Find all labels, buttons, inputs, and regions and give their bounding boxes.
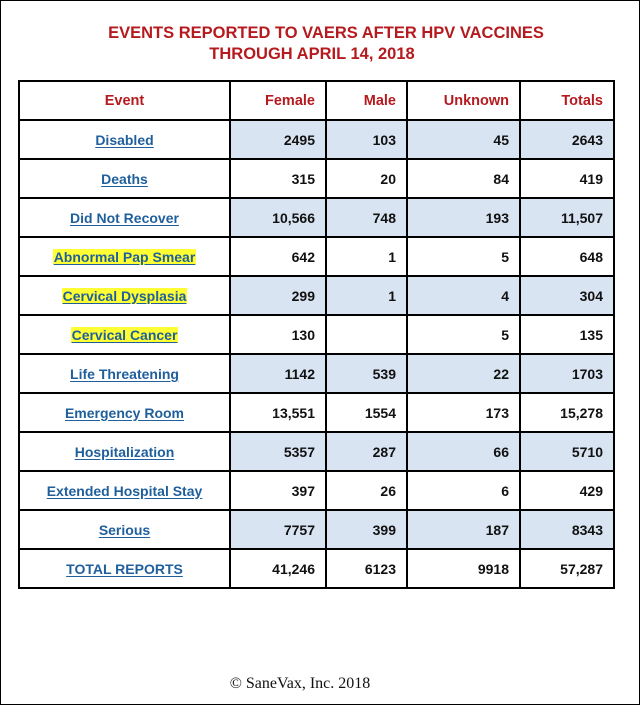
- male-count-cell: 399: [326, 510, 407, 549]
- header-unknown: Unknown: [407, 81, 520, 120]
- totals-count-cell: 304: [520, 276, 614, 315]
- male-count-cell: 6123: [326, 549, 407, 588]
- totals-count-cell: 135: [520, 315, 614, 354]
- totals-count-cell: 2643: [520, 120, 614, 159]
- unknown-count-cell: 45: [407, 120, 520, 159]
- female-count-cell: 315: [230, 159, 326, 198]
- table-row: [19, 159, 614, 198]
- female-count-cell: 1142: [230, 354, 326, 393]
- male-count-cell: 287: [326, 432, 407, 471]
- male-count-cell: 20: [326, 159, 407, 198]
- event-link[interactable]: TOTAL REPORTS: [66, 560, 183, 577]
- event-link[interactable]: Life Threatening: [70, 365, 179, 382]
- event-cell: [19, 432, 230, 471]
- table-row: [19, 432, 614, 471]
- unknown-count-cell: 66: [407, 432, 520, 471]
- unknown-count-cell: 6: [407, 471, 520, 510]
- female-count-cell: 299: [230, 276, 326, 315]
- event-link[interactable]: Did Not Recover: [70, 209, 179, 226]
- male-count-cell: 748: [326, 198, 407, 237]
- unknown-count-cell: 187: [407, 510, 520, 549]
- totals-count-cell: 419: [520, 159, 614, 198]
- unknown-count-cell: 4: [407, 276, 520, 315]
- male-count-cell: 26: [326, 471, 407, 510]
- event-cell: [19, 159, 230, 198]
- header-totals: Totals: [520, 81, 614, 120]
- event-link[interactable]: Hospitalization: [74, 443, 175, 460]
- female-count-cell: 130: [230, 315, 326, 354]
- event-link[interactable]: Extended Hospital Stay: [46, 482, 203, 499]
- table-row: [19, 237, 614, 276]
- table-row: [19, 276, 614, 315]
- unknown-count-cell: 5: [407, 315, 520, 354]
- event-cell: [19, 276, 230, 315]
- totals-count-cell: 11,507: [520, 198, 614, 237]
- event-link[interactable]: Abnormal Pap Smear: [53, 248, 196, 265]
- event-link[interactable]: Disabled: [95, 131, 154, 148]
- unknown-count-cell: 22: [407, 354, 520, 393]
- female-count-cell: 642: [230, 237, 326, 276]
- totals-count-cell: 57,287: [520, 549, 614, 588]
- male-count-cell: 1: [326, 276, 407, 315]
- female-count-cell: 397: [230, 471, 326, 510]
- event-cell: [19, 471, 230, 510]
- totals-count-cell: 5710: [520, 432, 614, 471]
- totals-count-cell: 429: [520, 471, 614, 510]
- table-row: [19, 510, 614, 549]
- event-cell: [19, 237, 230, 276]
- female-count-cell: 7757: [230, 510, 326, 549]
- male-count-cell: 1: [326, 237, 407, 276]
- table-row: [19, 120, 614, 159]
- event-cell: [19, 510, 230, 549]
- title-line-1: EVENTS REPORTED TO VAERS AFTER HPV VACCINES: [108, 24, 544, 42]
- table-header-row: [19, 81, 614, 120]
- table-row: [19, 393, 614, 432]
- event-link[interactable]: Serious: [98, 521, 151, 538]
- title-line-2: THROUGH APRIL 14, 2018: [209, 45, 415, 63]
- event-link[interactable]: Cervical Dysplasia: [62, 287, 187, 304]
- header-male: Male: [326, 81, 407, 120]
- unknown-count-cell: 5: [407, 237, 520, 276]
- totals-count-cell: 648: [520, 237, 614, 276]
- event-cell: [19, 198, 230, 237]
- female-count-cell: 10,566: [230, 198, 326, 237]
- female-count-cell: 5357: [230, 432, 326, 471]
- unknown-count-cell: 84: [407, 159, 520, 198]
- event-link[interactable]: Emergency Room: [64, 404, 185, 421]
- event-cell: [19, 393, 230, 432]
- female-count-cell: 13,551: [230, 393, 326, 432]
- unknown-count-cell: 193: [407, 198, 520, 237]
- event-link[interactable]: Cervical Cancer: [71, 326, 178, 343]
- vaers-events-table: [18, 80, 615, 589]
- header-female: Female: [230, 81, 326, 120]
- header-event: Event: [19, 81, 230, 120]
- event-link[interactable]: Deaths: [101, 170, 148, 187]
- copyright-footer: © SaneVax, Inc. 2018: [229, 675, 371, 692]
- table-row: [19, 471, 614, 510]
- male-count-cell: 539: [326, 354, 407, 393]
- unknown-count-cell: 173: [407, 393, 520, 432]
- table-row: [19, 198, 614, 237]
- totals-count-cell: 1703: [520, 354, 614, 393]
- table-row: [19, 315, 614, 354]
- table-row: [19, 354, 614, 393]
- event-cell: [19, 549, 230, 588]
- female-count-cell: 41,246: [230, 549, 326, 588]
- table-row: [19, 549, 614, 588]
- event-cell: [19, 120, 230, 159]
- totals-count-cell: 8343: [520, 510, 614, 549]
- male-count-cell: 1554: [326, 393, 407, 432]
- male-count-cell: [326, 315, 407, 354]
- male-count-cell: 103: [326, 120, 407, 159]
- unknown-count-cell: 9918: [407, 549, 520, 588]
- event-cell: [19, 354, 230, 393]
- totals-count-cell: 15,278: [520, 393, 614, 432]
- event-cell: [19, 315, 230, 354]
- female-count-cell: 2495: [230, 120, 326, 159]
